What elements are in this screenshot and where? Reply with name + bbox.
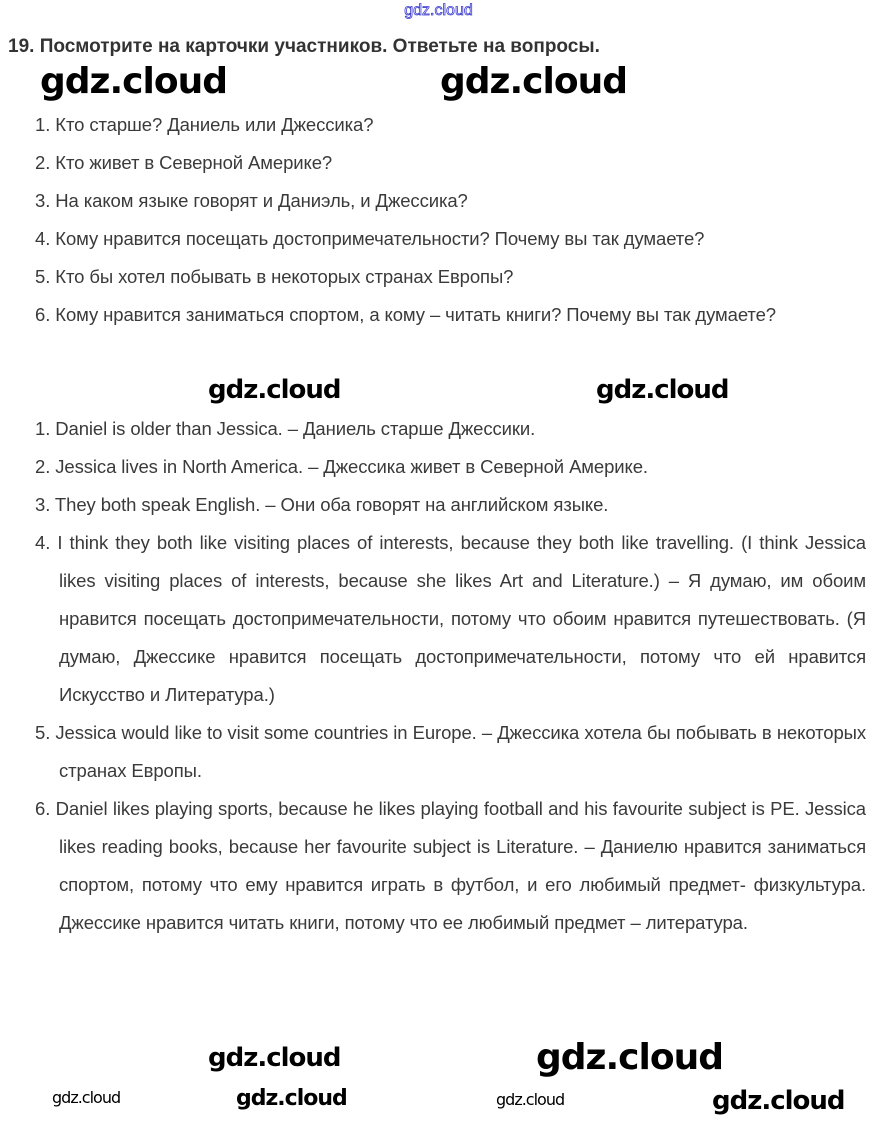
watermark-top: gdz.cloud bbox=[404, 2, 473, 19]
watermark: gdz.cloud bbox=[440, 61, 627, 102]
answer-item: 2. Jessica lives in North America. – Джессика живет в Северной Америке. bbox=[35, 456, 648, 477]
watermark: gdz.cloud bbox=[596, 375, 729, 405]
questions-list bbox=[35, 106, 866, 334]
watermark: gdz.cloud bbox=[236, 1086, 347, 1111]
answer-item: 4. I think they both like visiting places of interests, because they both like travelling. (I think Jessica likes visiting places of interests, because she likes Art and Literature.) – Я думаю, им обоим нравится посещать достопримечательности, потому что обоим нравится путешествовать. (Я думаю, Джессике нравится посещать достопримечательности, потому что ей нравится Искусство и Литература.) bbox=[35, 532, 866, 705]
question-item: 2. Кто живет в Северной Америке? bbox=[35, 152, 333, 173]
question-item: 3. На каком языке говорят и Даниэль, и Джессика? bbox=[35, 190, 468, 211]
answer-item: 3. They both speak English. – Они оба говорят на английском языке. bbox=[35, 494, 609, 515]
watermark: gdz.cloud bbox=[536, 1037, 723, 1078]
answer-item: 6. Daniel likes playing sports, because he likes playing football and his favourite subject is PE. Jessica likes reading books, because her favourite subject is Literature. – Даниелю нравится заниматься спортом, потому что ему нравится играть в футбол, и его любимый предмет- физкультура. Джессике нравится читать книги, потому что ее любимый предмет – литература. bbox=[35, 798, 866, 933]
answer-item: 1. Daniel is older than Jessica. – Даниель старше Джессики. bbox=[35, 418, 536, 439]
answers-list bbox=[35, 410, 866, 942]
question-item: 1. Кто старше? Даниель или Джессика? bbox=[35, 114, 374, 135]
watermark: gdz.cloud bbox=[208, 1043, 341, 1073]
watermark: gdz.cloud bbox=[52, 1088, 121, 1107]
question-item: 6. Кому нравится заниматься спортом, а кому – читать книги? Почему вы так думаете? bbox=[35, 304, 776, 325]
answer-item: 5. Jessica would like to visit some countries in Europe. – Джессика хотела бы побывать в некоторых странах Европы. bbox=[35, 722, 866, 781]
watermark: gdz.cloud bbox=[40, 61, 227, 102]
watermark: gdz.cloud bbox=[712, 1086, 845, 1116]
exercise-title: 19. Посмотрите на карточки участников. Ответьте на вопросы. bbox=[8, 36, 600, 57]
watermark: gdz.cloud bbox=[208, 375, 341, 405]
question-item: 4. Кому нравится посещать достопримечательности? Почему вы так думаете? bbox=[35, 228, 705, 249]
question-item: 5. Кто бы хотел побывать в некоторых странах Европы? bbox=[35, 266, 514, 287]
watermark: gdz.cloud bbox=[496, 1090, 565, 1109]
